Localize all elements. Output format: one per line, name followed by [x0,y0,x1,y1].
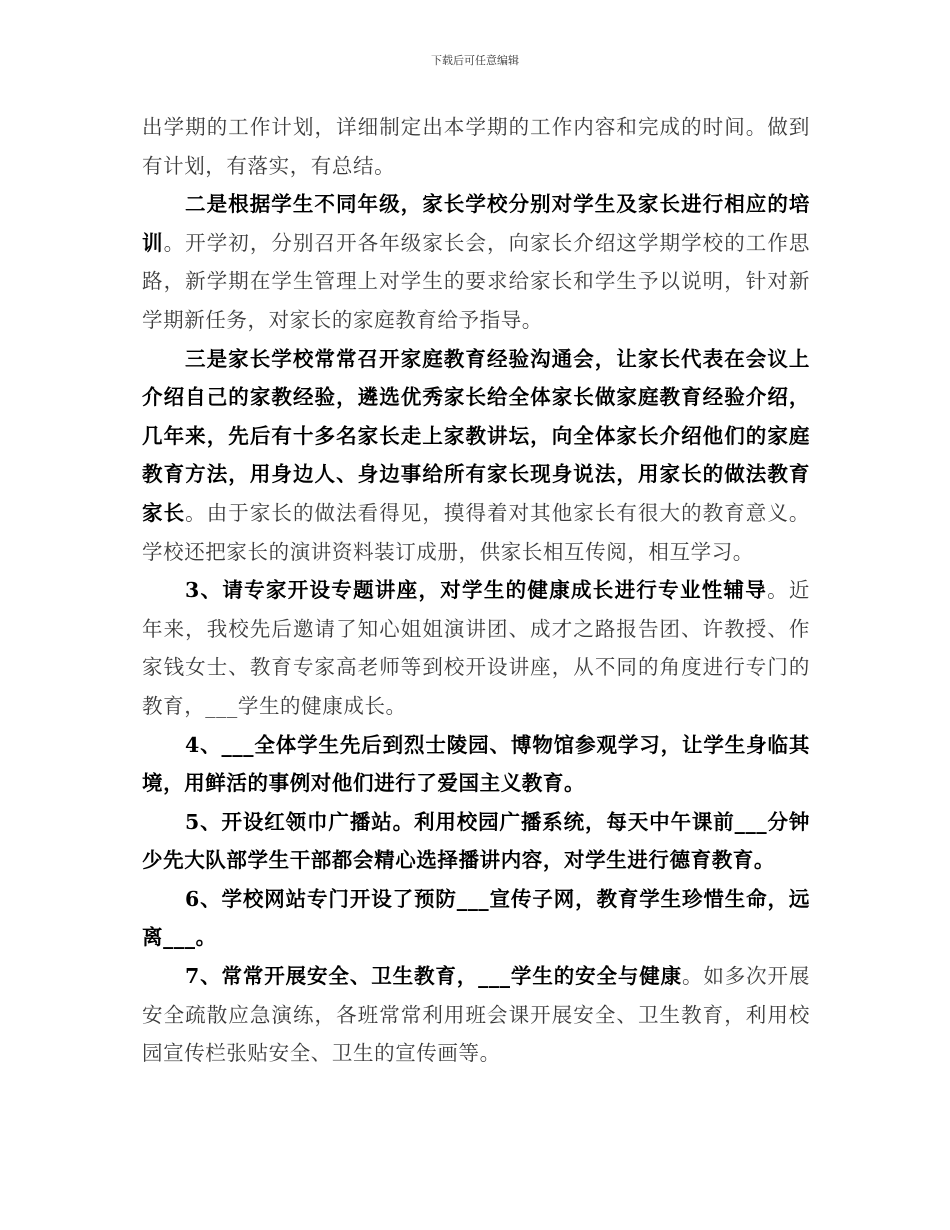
paragraph-bold-text: 4、___全体学生先后到烈士陵园、博物馆参观学习，让学生身临其境，用鲜活的事例对他们进行了爱国主义教育。 [142,732,810,796]
paragraph [142,957,810,1073]
paragraph [142,108,810,185]
paragraph-bold-text: 7、常常开展安全、卫生教育，___学生的安全与健康 [185,964,682,989]
paragraph-text: 。如多次开展安全疏散应急演练，各班常常利用班会课开展安全、卫生教育，利用校园宣传栏张贴安全、卫生的宣传画等。 [142,964,810,1066]
paragraph [142,185,810,339]
paragraph-bold-text: 5、开设红领巾广播站。利用校园广播系统，每天中午课前___分钟少先大队部学生干部都会精心选择播讲内容，对学生进行德育教育。 [142,809,810,873]
paragraph-text: 。开学初，分别召开各年级家长会，向家长介绍这学期学校的工作思路，新学期在学生管理上对学生的要求给家长和学生予以说明，针对新学期新任务，对家长的家庭教育给予指导。 [142,230,811,332]
paragraph [142,880,810,957]
paragraph-text: 。近年来，我校先后邀请了知心姐姐演讲团、成才之路报告团、许教授、作家钱女士、教育专家高老师等到校开设讲座，从不同的角度进行专门的教育，___学生的健康成长。 [142,578,810,718]
paragraph [142,340,810,572]
paragraph-text: 。由于家长的做法看得见，摸得着对其他家长有很大的教育意义。学校还把家长的演讲资料装订成册，供家长相互传阅，相互学习。 [142,500,811,564]
paragraph-bold-text: 二是根据学生不同年级，家长学校分别对学生及家长进行相应的培训 [142,192,810,255]
paragraph [142,571,810,725]
document-body [142,108,810,1073]
paragraph-bold-text: 3、请专家开设专题讲座，对学生的健康成长进行专业性辅导 [185,578,768,603]
paragraph [142,803,810,880]
paragraph [142,726,810,803]
page-header: 下载后可任意编辑 [431,54,519,67]
paragraph-bold-text: 三是家长学校常常召开家庭教育经验沟通会，让家长代表在会议上介绍自己的家教经验，遴选优秀家长给全体家长做家庭教育经验介绍，几年来，先后有十多名家长走上家教讲坛，向全体家长介绍他们的家庭教育方法，用身边人、身边事给所有家长现身说法，用家长的做法教育家长 [142,346,810,525]
paragraph-text: 出学期的工作计划，详细制定出本学期的工作内容和完成的时间。做到有计划，有落实，有总结。 [142,115,810,178]
paragraph-bold-text: 6、学校网站专门开设了预防___宣传子网，教育学生珍惜生命，远离___。 [142,886,810,950]
